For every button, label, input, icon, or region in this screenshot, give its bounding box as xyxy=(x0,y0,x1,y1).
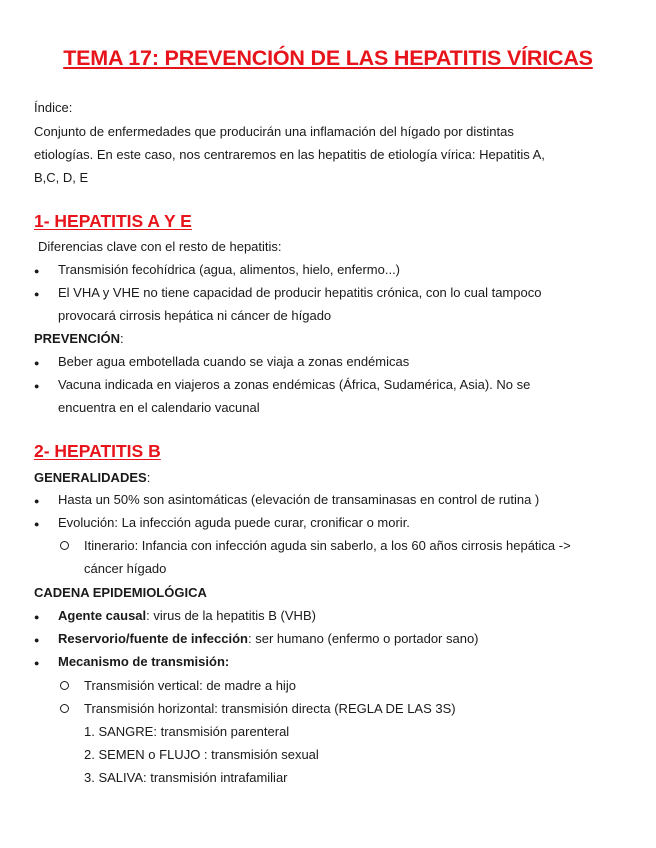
sub-bullet-circle-icon xyxy=(60,704,69,713)
bullet-icon: ● xyxy=(34,266,40,276)
sub-list-item: Itinerario: Infancia con infección aguda sin saberlo, a los 60 años cirrosis hepática -> xyxy=(84,538,571,553)
prevention-colon: : xyxy=(119,331,124,346)
generalities-colon: : xyxy=(146,470,151,485)
bullet-icon: ● xyxy=(34,358,40,368)
page-title: TEMA 17: PREVENCIÓN DE LAS HEPATITIS VÍRICAS xyxy=(63,46,593,70)
generalities-label: GENERALIDADES xyxy=(34,470,147,485)
list-item xyxy=(58,654,229,670)
intro-line: B,C, D, E xyxy=(34,170,89,185)
bullet-icon: ● xyxy=(34,519,40,529)
list-item: Hasta un 50% son asintomáticas (elevación de transaminasas en control de rutina ) xyxy=(58,492,540,507)
numbered-item: 1. SANGRE: transmisión parenteral xyxy=(84,724,290,739)
chain-item-label: Mecanismo de transmisión: xyxy=(58,654,230,669)
bullet-icon: ● xyxy=(34,612,40,622)
intro-line: Conjunto de enfermedades que producirán una inflamación del hígado por distintas xyxy=(34,124,514,139)
list-item: Vacuna indicada en viajeros a zonas endémicas (África, Sudamérica, Asia). No se xyxy=(58,377,531,392)
section-heading-hepatitis-b: 2- HEPATITIS B xyxy=(34,441,161,461)
list-item-continuation: provocará cirrosis hepática ni cáncer de hígado xyxy=(58,308,332,323)
list-item-continuation: encuentra en el calendario vacunal xyxy=(58,400,260,415)
list-item: El VHA y VHE no tiene capacidad de producir hepatitis crónica, con lo cual tampoco xyxy=(58,285,542,300)
bullet-icon: ● xyxy=(34,381,40,391)
bullet-icon: ● xyxy=(34,658,40,668)
list-item: Beber agua embotellada cuando se viaja a zonas endémicas xyxy=(58,354,410,369)
sub-list-item: Transmisión horizontal: transmisión directa (REGLA DE LAS 3S) xyxy=(84,701,456,716)
bullet-icon: ● xyxy=(34,496,40,506)
prevention-label: PREVENCIÓN xyxy=(34,331,120,346)
sub-list-item: Transmisión vertical: de madre a hijo xyxy=(84,678,296,693)
chain-item-text: : ser humano (enfermo o portador sano) xyxy=(248,631,479,646)
index-label: Índice: xyxy=(34,100,73,115)
chain-heading: CADENA EPIDEMIOLÓGICA xyxy=(34,585,207,600)
chain-item-label: Agente causal xyxy=(58,608,147,623)
list-item xyxy=(58,631,479,647)
bullet-icon: ● xyxy=(34,289,40,299)
numbered-item: 2. SEMEN o FLUJO : transmisión sexual xyxy=(84,747,319,762)
list-item xyxy=(58,608,316,624)
numbered-item: 3. SALIVA: transmisión intrafamiliar xyxy=(84,770,288,785)
intro-line: etiologías. En este caso, nos centraremos en las hepatitis de etiología vírica: Hepatitis A, xyxy=(34,147,545,162)
list-item: Evolución: La infección aguda puede curar, cronificar o morir. xyxy=(58,515,410,530)
chain-item-label: Reservorio/fuente de infección xyxy=(58,631,248,646)
list-item: Transmisión fecohídrica (agua, alimentos, hielo, enfermo...) xyxy=(58,262,401,277)
bullet-icon: ● xyxy=(34,635,40,645)
sub-bullet-circle-icon xyxy=(60,681,69,690)
chain-item-text: : virus de la hepatitis B (VHB) xyxy=(146,608,316,623)
section-heading-hepatitis-a-e: 1- HEPATITIS A Y E xyxy=(34,211,192,231)
generalities-heading xyxy=(34,470,150,486)
sub-bullet-circle-icon xyxy=(60,541,69,550)
section-subtitle: Diferencias clave con el resto de hepatitis: xyxy=(38,239,282,254)
prevention-heading xyxy=(34,331,124,347)
sub-list-item-continuation: cáncer hígado xyxy=(84,561,167,576)
